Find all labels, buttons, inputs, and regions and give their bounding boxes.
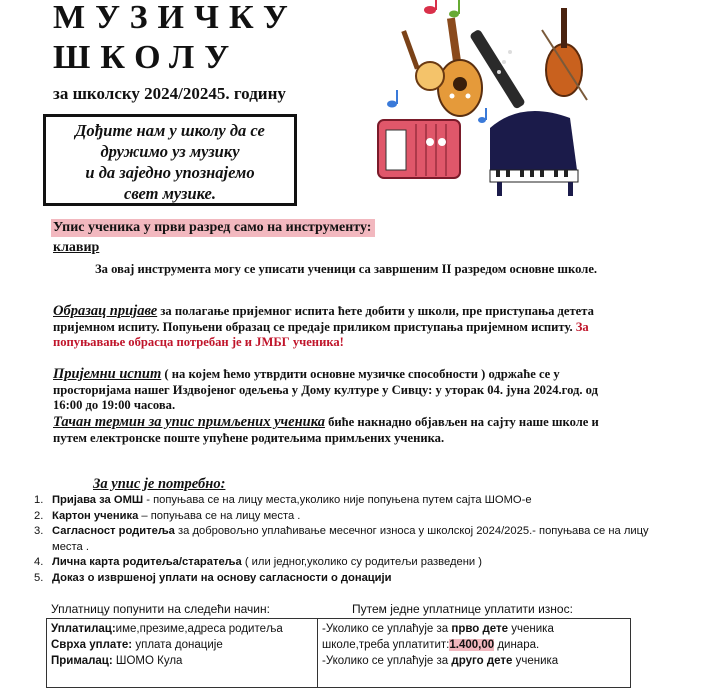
second-child-row: -Уколико се уплаћује за друго дете ученика <box>322 655 559 667</box>
application-form-text: за полагање пријемног испита ћете добити у школи, пре приступања детета пријемном испиту. Попуњени образац се предаје приликом приступања пријемном испиту. <box>53 304 594 334</box>
slogan-box <box>43 114 297 206</box>
payment-form-heading: Уплатницу попунити на следећи начин: <box>51 602 270 616</box>
amount-value: 1.400,00 <box>449 639 495 651</box>
payer-row: Уплатилац:име,презиме,адреса родитеља <box>51 623 283 635</box>
title-line-1: МУЗИЧКУ <box>53 0 298 36</box>
violin-icon <box>542 8 587 100</box>
title-line-2: ШКОЛУ <box>53 39 240 76</box>
requirements-list <box>34 493 654 587</box>
banjo-icon <box>401 30 444 90</box>
list-item: 4. Лична карта родитеља/старатеља ( или једног,уколико су родитељи разведени ) <box>34 556 482 569</box>
entrance-exam-paragraph <box>53 367 628 414</box>
accordion-icon <box>378 120 460 178</box>
list-item: 5. Доказ о извршеној уплати на основу сагласности о донацији <box>34 571 392 584</box>
list-item: 2. Картон ученика – попуњава се на лицу места . <box>34 509 301 522</box>
piano-icon <box>490 111 578 196</box>
amount-row: школе,треба уплатитит:1.400,00 динара. <box>322 639 540 651</box>
slogan-line: Дођите нам у школу да се <box>75 121 265 140</box>
school-year: за школску 2024/20245. годину <box>53 84 286 103</box>
slogan-line: свет музике. <box>124 184 216 203</box>
music-note-icon <box>424 0 460 18</box>
entrance-exam-title: Пријемни испит <box>53 366 162 382</box>
recipient-row: Прималац: ШОМО Кула <box>51 655 183 667</box>
purpose-row: Сврха уплате: уплата донације <box>51 639 223 651</box>
list-item: 3. Сагласност родитеља за добровољно уплаћивање месечног износа у школској 2024/2025.- попуњава се на лицу места . <box>34 525 649 553</box>
enrollment-heading: Упис ученика у први разред само на инструменту: <box>51 219 375 237</box>
first-child-row: -Уколико се уплаћује за прво дете ученика <box>322 623 554 635</box>
application-form-paragraph <box>53 304 628 351</box>
slogan-line: и да заједно упознајемо <box>85 163 255 182</box>
payment-instructions-cell <box>47 619 318 687</box>
enrollment-date-text: биће накнадно објављен на сајту наше школе и путем електронске поште упућене родитељима примљених ученика. <box>53 415 599 445</box>
payment-table <box>46 618 631 688</box>
enrollment-date-title: Тачан термин за упис примљених ученика <box>53 414 325 430</box>
payment-amount-heading: Путем једне уплатнице уплатити износ: <box>352 602 573 616</box>
payment-amount-cell <box>318 619 630 687</box>
instruments-clipart <box>372 0 592 200</box>
instrument-name: клавир <box>53 240 100 255</box>
entrance-exam-text: ( на којем ћемо утврдити основне музичке способности ) одржаће се у просторијама нашег Издвојеног одељења у Дому културе у Сивцу: у уторак 04. јуна 2024.год. од 16:00 до 19:00 часова. <box>53 367 598 412</box>
requirements-heading: За упис је потребно: <box>93 476 226 492</box>
application-form-title: Образац пријаве <box>53 303 158 319</box>
enrollment-date-paragraph <box>53 415 628 446</box>
list-item: 1. Пријава за ОМШ - попуњава се на лицу места,уколико није попуњена путем сајта ШОМО-е <box>34 494 532 506</box>
slogan-line: дружимо уз музику <box>100 142 240 161</box>
eligibility-paragraph: За овај инструмента могу се уписати ученици са завршеним II разредом основне школе. <box>95 262 598 276</box>
jmbg-notice: За попуњавање обрасца потребан је и ЈМБГ ученика! <box>53 319 589 349</box>
